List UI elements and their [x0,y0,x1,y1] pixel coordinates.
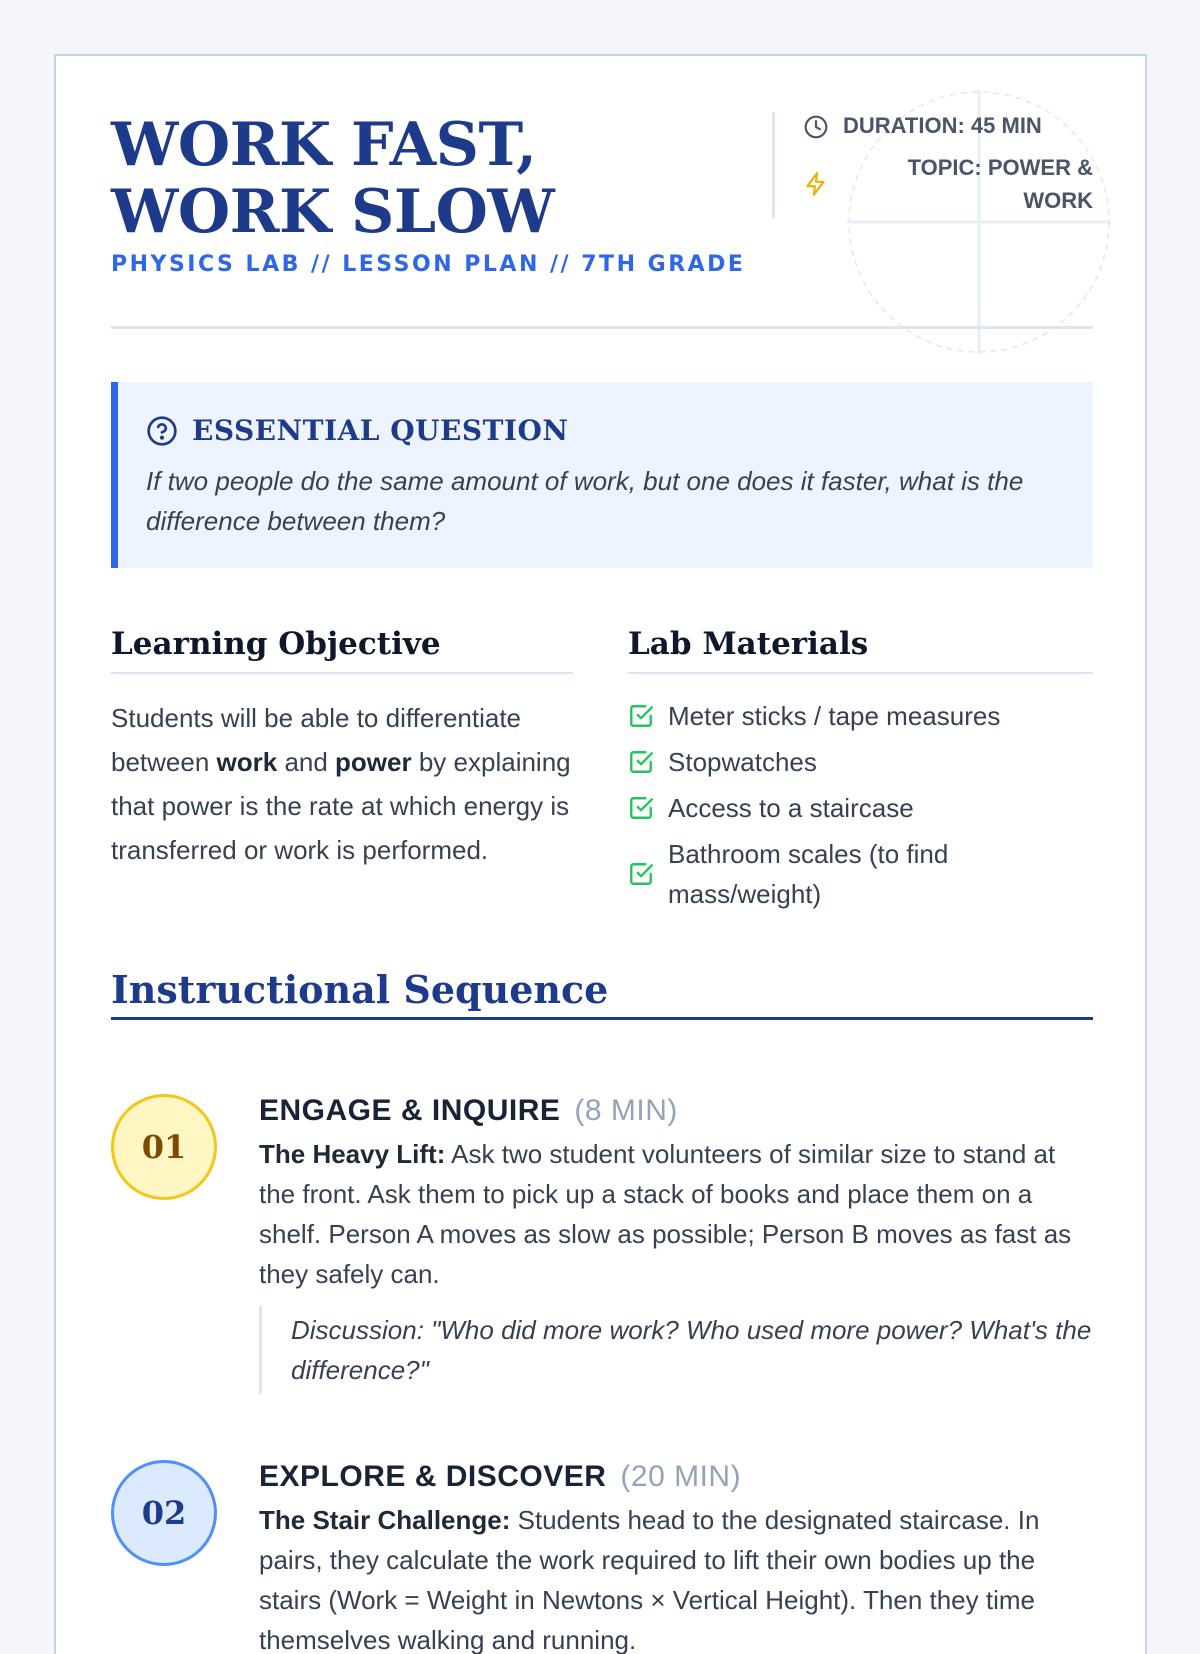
lab-materials-section [628,626,1093,920]
list-item [628,696,1093,736]
step-number-badge: 01 [111,1094,217,1200]
check-square-icon [628,795,654,821]
discussion-quote: Discussion: "Who did more work? Who used more power? What's the difference?" [259,1306,1093,1394]
step-duration: (20 MIN) [620,1460,742,1493]
lab-materials-heading: Lab Materials [628,626,1093,674]
learning-objective-section [111,626,573,872]
essential-question-title: ESSENTIAL QUESTION [192,414,569,447]
material-label: Bathroom scales (to find mass/weight) [668,839,949,909]
check-square-icon [628,703,654,729]
header-divider [772,112,775,218]
learning-objective-heading: Learning Objective [111,626,573,674]
material-label: Access to a staircase [668,793,914,823]
step-description: The Stair Challenge: Students head to the designated staircase. In pairs, they calculate the work required to lift their own bodies up the stairs (Work = Weight in Newtons × Vertical Height). Then they time themselves walking and running. [259,1505,1040,1654]
step-body [259,1094,1093,1394]
material-label: Meter sticks / tape measures [668,701,1001,731]
page-subtitle: PHYSICS LAB // LESSON PLAN // 7TH GRADE [111,252,746,277]
essential-question-card [111,382,1093,568]
step-title: ENGAGE & INQUIRE (8 MIN) [259,1094,678,1127]
step-duration: (8 MIN) [574,1094,678,1127]
learning-objective-text: Students will be able to differentiate between work and power by explaining that power is the rate at which energy is transferred or work is performed. [111,703,571,865]
header-rule [111,326,1093,329]
step-number-badge: 02 [111,1460,217,1566]
materials-list [628,696,1093,914]
material-label: Stopwatches [668,747,817,777]
list-item [628,834,1093,914]
lightning-icon [803,171,829,197]
list-item [628,788,1093,828]
check-square-icon [628,749,654,775]
duration-row [803,110,1093,142]
term-power: power [335,747,412,777]
step-description: The Heavy Lift: Ask two student volunteers of similar size to stand at the front. Ask them to pick up a stack of books and place them on a shelf. Person A moves as slow as possible; Person B moves as fast as they safely can. [259,1139,1072,1289]
essential-question-header [146,414,1067,447]
term-work: work [216,747,278,777]
topic-text: TOPIC: POWER & WORK [907,155,1093,213]
list-item [628,742,1093,782]
clock-icon [803,114,829,140]
step-lead: The Heavy Lift: [259,1139,446,1169]
duration-text: DURATION: 45 MIN [843,113,1042,138]
sequence-heading: Instructional Sequence [111,971,1093,1020]
step-lead: The Stair Challenge: [259,1505,511,1535]
page-title: WORK FAST, WORK SLOW [111,110,555,247]
lesson-plan-sheet [54,54,1147,1654]
help-circle-icon [146,415,178,447]
topic-row [803,149,1093,219]
check-square-icon [628,861,654,887]
essential-question-text: If two people do the same amount of work, but one does it faster, what is the difference between them? [146,466,1024,536]
lesson-meta [803,110,1093,219]
step-title: EXPLORE & DISCOVER (20 MIN) [259,1460,742,1493]
step-body [259,1460,1093,1654]
